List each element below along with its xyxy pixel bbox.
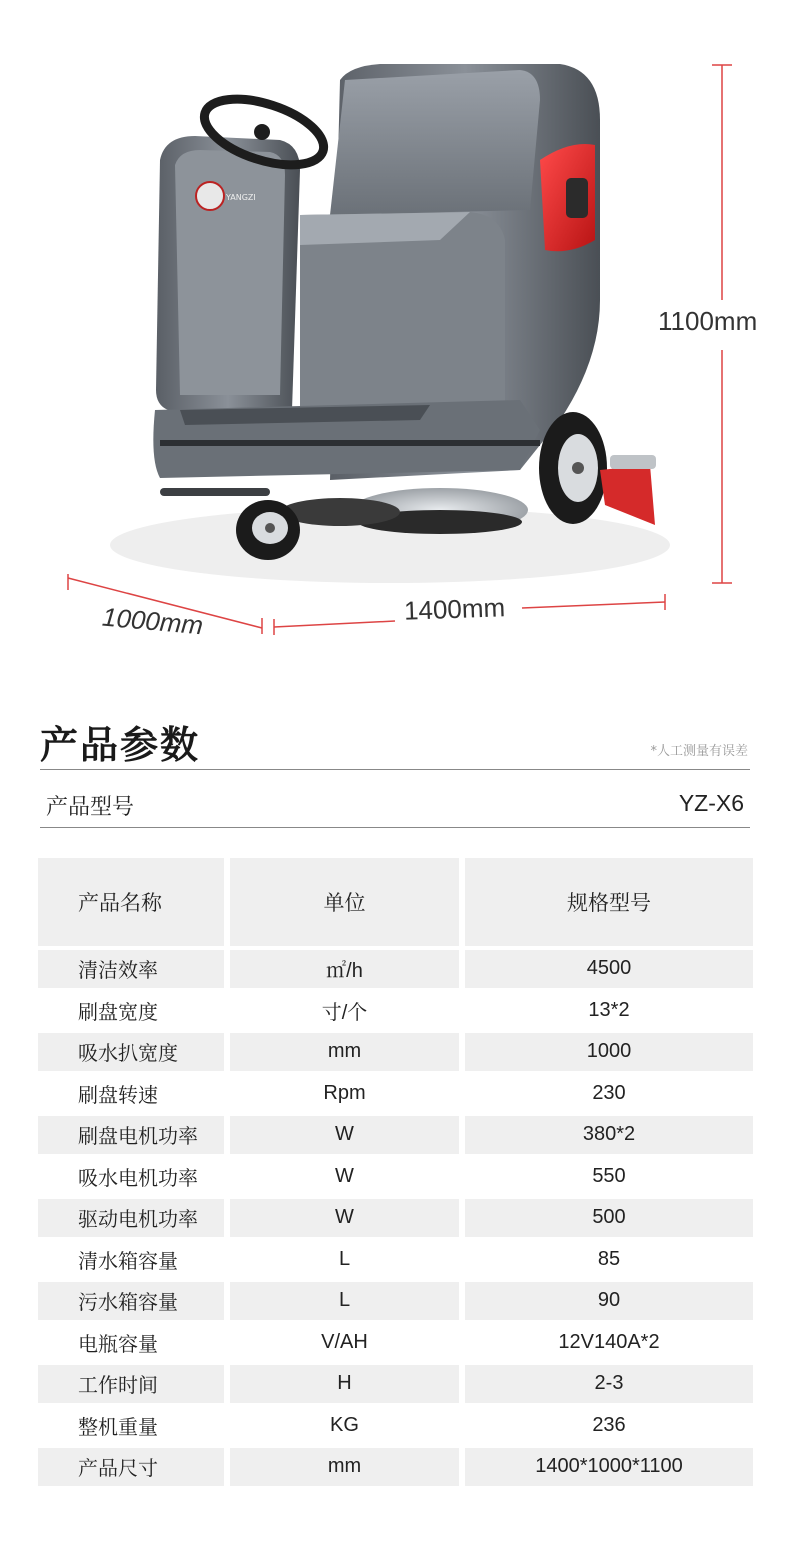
spec-value-cell: 85	[465, 1241, 753, 1279]
spec-value-cell: 4500	[465, 950, 753, 988]
spec-unit-cell: KG	[230, 1407, 459, 1445]
spec-name-cell: 产品尺寸	[38, 1448, 224, 1486]
table-row	[38, 950, 753, 988]
title-divider	[40, 769, 750, 770]
spec-name-cell: 吸水电机功率	[38, 1158, 224, 1196]
spec-name-cell: 清水箱容量	[38, 1241, 224, 1279]
table-header-row	[38, 858, 753, 946]
header-spec: 规格型号	[465, 858, 753, 946]
table-row	[38, 1199, 753, 1237]
table-row	[38, 1033, 753, 1071]
spec-name-cell: 驱动电机功率	[38, 1199, 224, 1237]
table-row	[38, 1241, 753, 1279]
spec-name-cell: 污水箱容量	[38, 1282, 224, 1320]
spec-unit-cell: L	[230, 1241, 459, 1279]
table-row	[38, 1448, 753, 1486]
spec-unit-cell: H	[230, 1365, 459, 1403]
table-row	[38, 1116, 753, 1154]
header-name: 产品名称	[38, 858, 224, 946]
spec-unit-cell: mm	[230, 1448, 459, 1486]
spec-name-cell: 清洁效率	[38, 950, 224, 988]
spec-unit-cell: Rpm	[230, 1075, 459, 1113]
spec-unit-cell: 寸/个	[230, 992, 459, 1030]
table-body	[38, 950, 753, 1486]
table-row	[38, 1158, 753, 1196]
model-label: 产品型号	[46, 795, 135, 820]
spec-name-cell: 整机重量	[38, 1407, 224, 1445]
table-row	[38, 1075, 753, 1113]
spec-unit-cell: V/AH	[230, 1324, 459, 1362]
spec-unit-cell: W	[230, 1199, 459, 1237]
spec-table	[38, 858, 753, 1490]
spec-value-cell: 380*2	[465, 1116, 753, 1154]
spec-name-cell: 吸水扒宽度	[38, 1033, 224, 1071]
spec-value-cell: 1000	[465, 1033, 753, 1071]
logo-text: YANGZI	[226, 193, 256, 202]
section-title: 产品参数	[40, 723, 201, 767]
spec-unit-cell: mm	[230, 1033, 459, 1071]
header-unit: 单位	[230, 858, 459, 946]
spec-name-cell: 刷盘电机功率	[38, 1116, 224, 1154]
table-row	[38, 1407, 753, 1445]
dimension-length-label: 1400mm	[403, 592, 506, 626]
spec-unit-cell: L	[230, 1282, 459, 1320]
spec-value-cell: 500	[465, 1199, 753, 1237]
model-value: YZ-X6	[678, 790, 744, 816]
table-row	[38, 1282, 753, 1320]
spec-name-cell: 工作时间	[38, 1365, 224, 1403]
dimension-width-label: 1000mm	[100, 601, 205, 641]
spec-value-cell: 13*2	[465, 992, 753, 1030]
spec-unit-cell: ㎡/h	[230, 950, 459, 988]
spec-unit-cell: W	[230, 1116, 459, 1154]
logo-icon	[196, 182, 224, 210]
scrubber-illustration	[0, 0, 790, 690]
spec-value-cell: 236	[465, 1407, 753, 1445]
table-row	[38, 1324, 753, 1362]
spec-name-cell: 刷盘宽度	[38, 992, 224, 1030]
measurement-note: *人工测量有误差	[650, 744, 748, 759]
spec-value-cell: 12V140A*2	[465, 1324, 753, 1362]
dimension-height-label: 1100mm	[658, 306, 758, 336]
spec-name-cell: 电瓶容量	[38, 1324, 224, 1362]
spec-value-cell: 2-3	[465, 1365, 753, 1403]
table-row	[38, 992, 753, 1030]
product-hero	[0, 0, 790, 690]
spec-name-cell: 刷盘转速	[38, 1075, 224, 1113]
spec-value-cell: 1400*1000*1100	[465, 1448, 753, 1486]
table-row	[38, 1365, 753, 1403]
spec-value-cell: 550	[465, 1158, 753, 1196]
spec-value-cell: 230	[465, 1075, 753, 1113]
spec-unit-cell: W	[230, 1158, 459, 1196]
model-divider	[40, 827, 750, 828]
spec-value-cell: 90	[465, 1282, 753, 1320]
